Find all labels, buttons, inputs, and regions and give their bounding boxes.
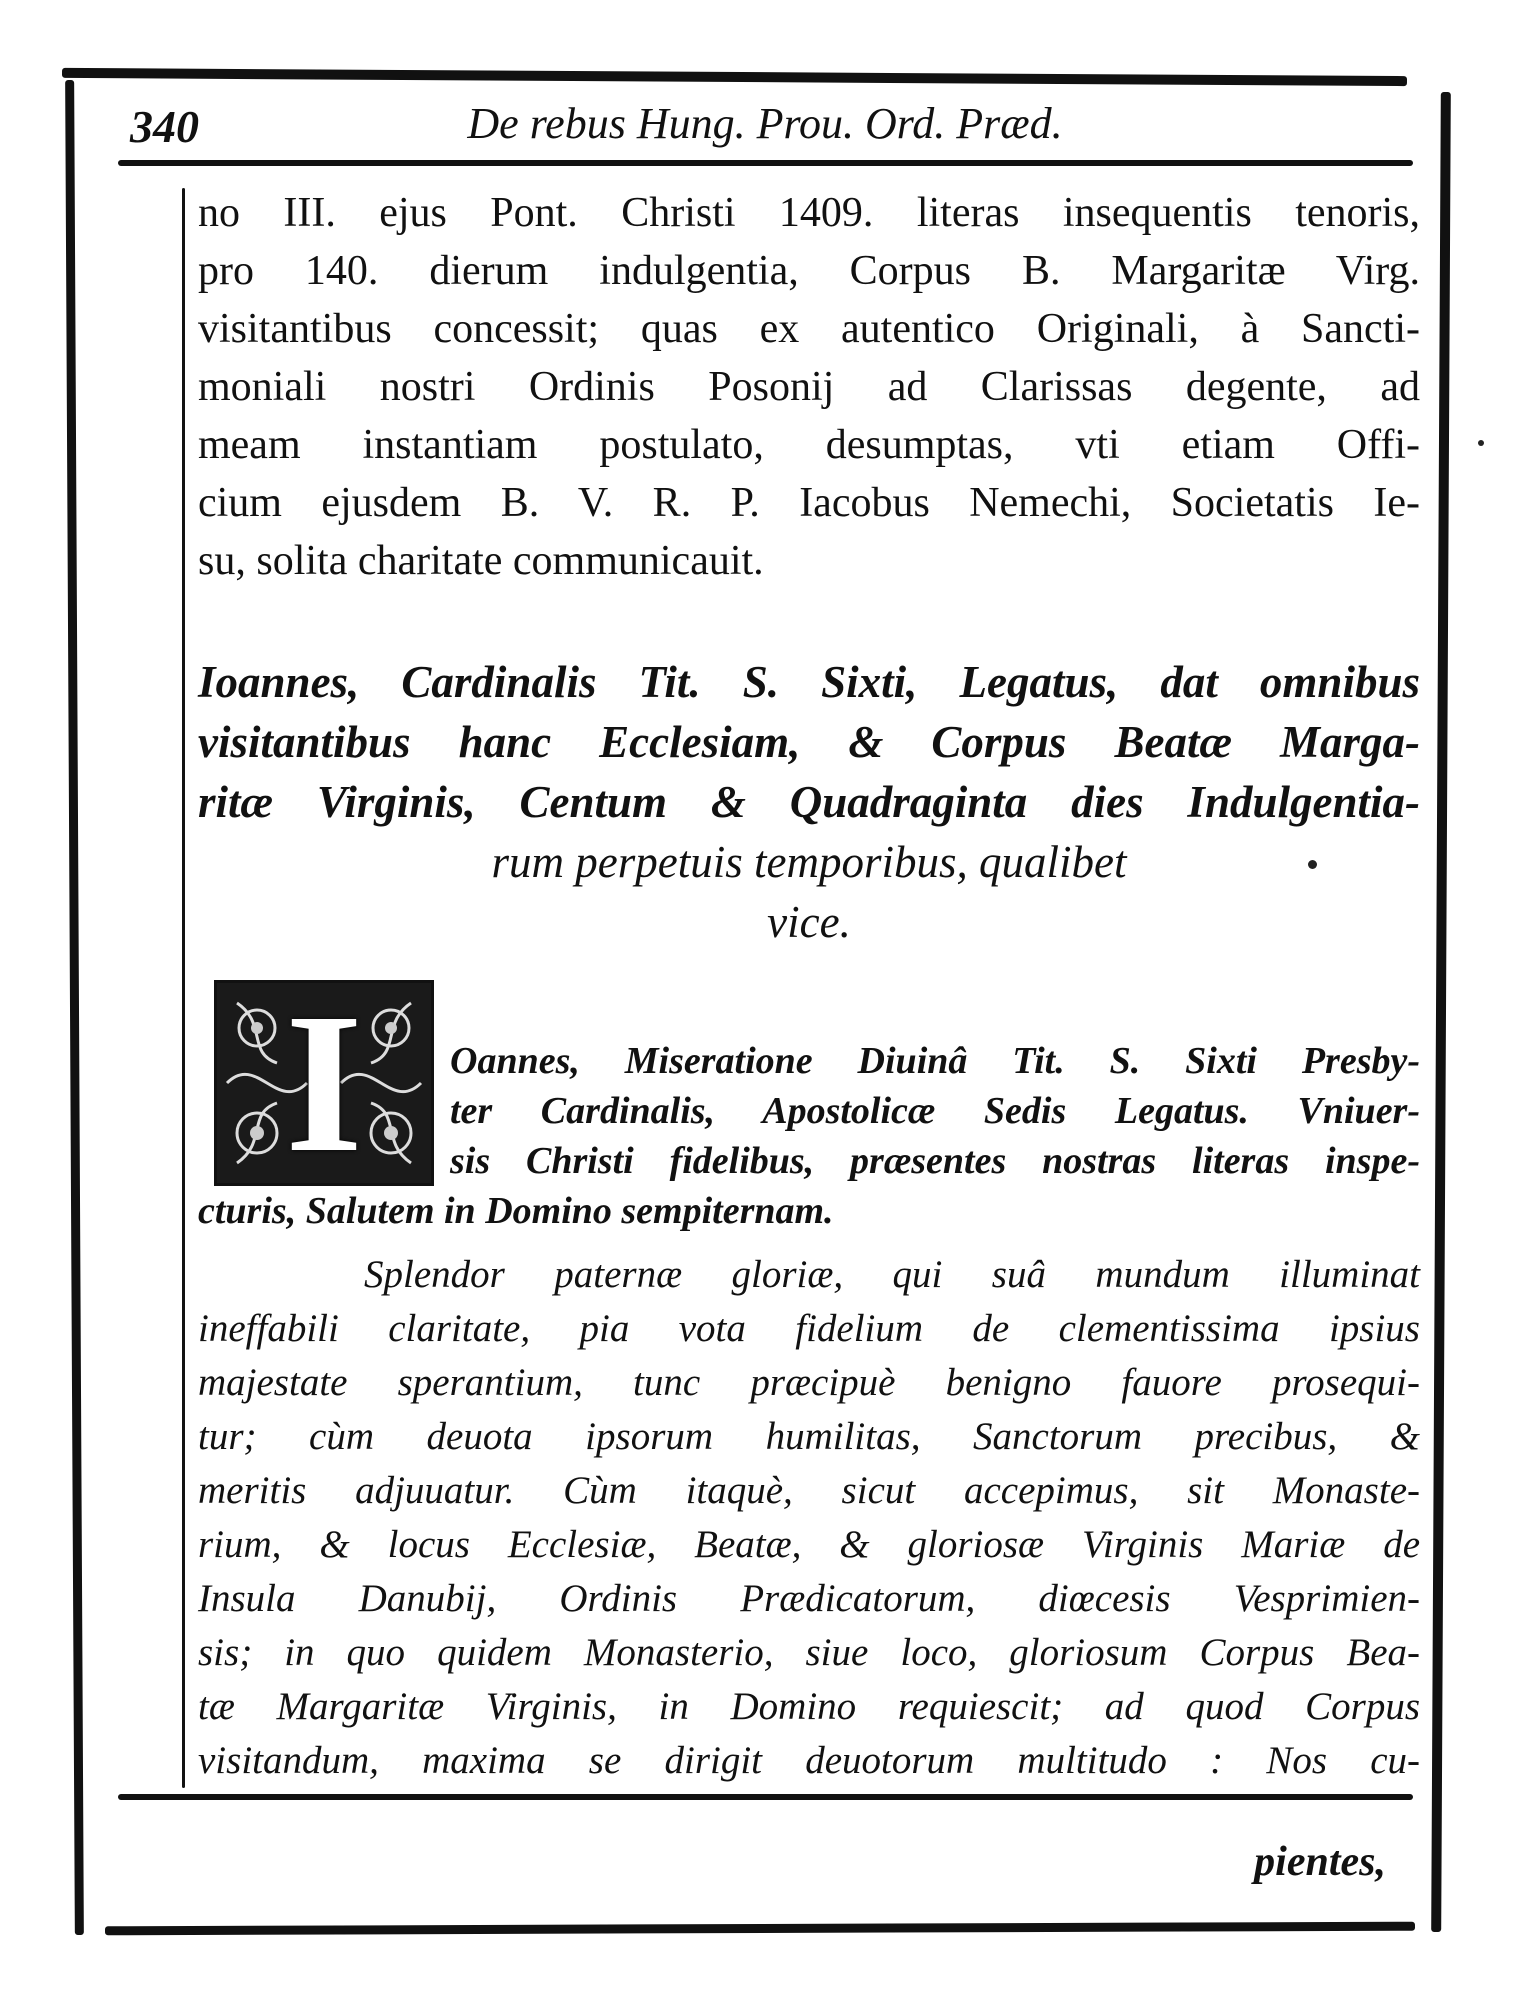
right-border-rule [1431, 92, 1451, 1932]
ink-speck [1308, 860, 1317, 869]
ink-speck [1478, 440, 1484, 446]
opening-line: Oannes, Miseratione Diuinâ Tit. S. Sixti Presby- [450, 1040, 1420, 1082]
body-line: majestate sperantium, tunc præcipuè benigno fauore prosequi- [198, 1361, 1420, 1404]
body-line: ineffabili claritate, pia vota fidelium de clementissima ipsius [198, 1307, 1420, 1350]
page-header [120, 96, 1410, 156]
text-line: meam instantiam postulato, desumptas, vti etiam Offi- [198, 422, 1420, 468]
running-title: De rebus Hung. Prou. Ord. Præd. [467, 99, 1063, 148]
opening-line: ter Cardinalis, Apostolicæ Sedis Legatus. Vniuer- [450, 1090, 1420, 1132]
rubric-line: rum perpetuis temporibus, qualibet [491, 837, 1127, 887]
footer-rule [118, 1794, 1413, 1800]
text-line: no III. ejus Pont. Christi 1409. literas insequentis tenoris, [198, 190, 1420, 236]
letter-body [198, 1248, 1420, 1788]
body-line: sis; in quo quidem Monasterio, siue loco, gloriosum Corpus Bea- [198, 1631, 1420, 1674]
bottom-border-rule [105, 1922, 1415, 1936]
letter-opening [198, 1036, 1420, 1236]
left-border-rule [65, 80, 84, 1935]
opening-line: sis Christi fidelibus, præsentes nostras literas inspe- [450, 1140, 1420, 1182]
rubric-line: Ioannes, Cardinalis Tit. S. Sixti, Legatus, dat omnibus [198, 657, 1420, 707]
header-rule [118, 160, 1413, 166]
opening-line: cturis, Salutem in Domino sempiternam. [198, 1190, 834, 1232]
rubric-line: vice. [767, 897, 851, 947]
initial-letter: I [285, 980, 363, 1186]
catchword: pientes, [1254, 1839, 1386, 1885]
rubric-line: ritæ Virginis, Centum & Quadraginta dies Indulgentia- [198, 777, 1420, 827]
text-line: cium ejusdem B. V. R. P. Iacobus Nemechi, Societatis Ie- [198, 480, 1420, 526]
body-line: tur; cùm deuota ipsorum humilitas, Sanctorum precibus, & [198, 1415, 1420, 1458]
body-line: visitandum, maxima se dirigit deuotorum multitudo : Nos cu- [198, 1739, 1420, 1782]
text-line: su, solita charitate communicauit. [198, 538, 764, 584]
text-line: visitantibus concessit; quas ex autentico Originali, à Sancti- [198, 306, 1420, 352]
rubric-heading [198, 652, 1420, 952]
page-number: 340 [130, 101, 199, 152]
body-line: Insula Danubij, Ordinis Prædicatorum, diœcesis Vesprimien- [198, 1577, 1420, 1620]
top-border-rule [62, 68, 1407, 86]
body-line: Splendor paternæ gloriæ, qui suâ mundum illuminat [364, 1253, 1420, 1296]
intro-paragraph [198, 184, 1420, 590]
body-line: rium, & locus Ecclesiæ, Beatæ, & gloriosæ Virginis Mariæ de [198, 1523, 1420, 1566]
text-line: pro 140. dierum indulgentia, Corpus B. Margaritæ Virg. [198, 248, 1420, 294]
text-line: moniali nostri Ordinis Posonij ad Clarissas degente, ad [198, 364, 1420, 410]
left-margin-rule [182, 188, 185, 1788]
body-line: tæ Margaritæ Virginis, in Domino requiescit; ad quod Corpus [198, 1685, 1420, 1728]
rubric-line: visitantibus hanc Ecclesiam, & Corpus Beatæ Marga- [198, 717, 1420, 767]
body-line: meritis adjuuatur. Cùm itaquè, sicut accepimus, sit Monaste- [198, 1469, 1420, 1512]
